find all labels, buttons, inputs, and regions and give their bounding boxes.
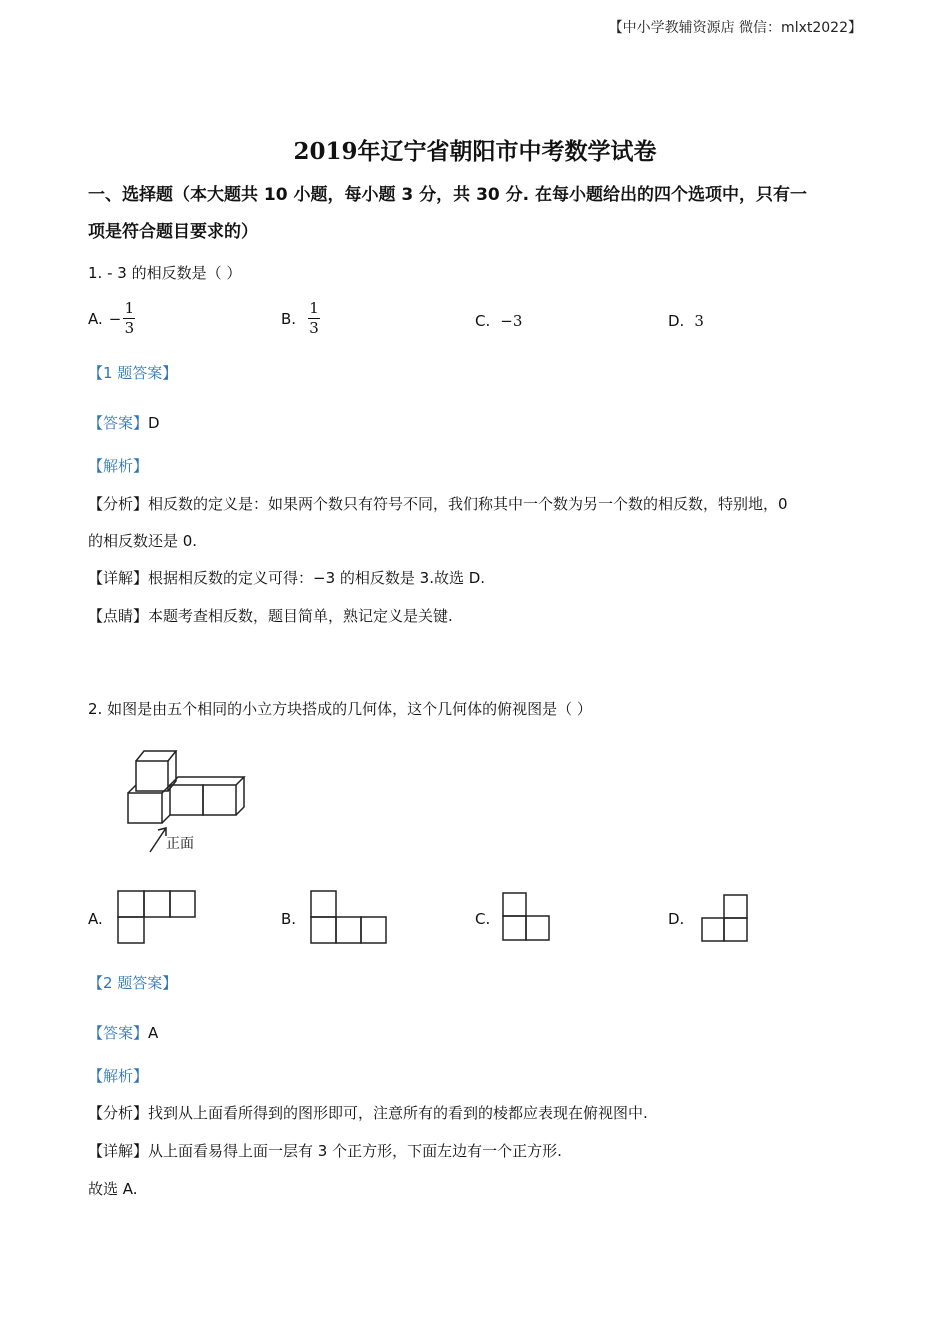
q2-analysis-heading: 【解析】 [88,1067,149,1085]
q2-option-d [668,910,684,928]
q1-option-a-fraction [123,300,135,337]
q1-xiangjie: 【详解】根据相反数的定义可得：−3 的相反数是 3.故选 D. [88,569,486,587]
q1-option-b-numerator: 1 [309,299,319,317]
q1-option-a-label: A. [88,309,103,328]
q1-option-a-sign: − [108,309,122,328]
q2-answer [88,1022,158,1043]
q1-answer-tag: 【答案】 [88,414,149,432]
q2-xiangjie: 【详解】从上面看易得上面一层有 3 个正方形，下面左边有一个正方形. [88,1142,562,1160]
q2-conclusion: 故选 A. [88,1180,138,1198]
q2-option-b [281,910,296,928]
q2-stem: 2. 如图是由五个相同的小立方块搭成的几何体，这个几何体的俯视图是（ ） [88,700,592,718]
q2-option-b-label: B. [281,910,297,928]
q2-option-c [475,910,490,928]
q2-option-d-label: D. [668,910,685,928]
q2-answer-heading: 【2 题答案】 [88,974,178,992]
q2-option-a-label: A. [88,910,103,928]
page-title: 2019年辽宁省朝阳市中考数学试卷 [293,138,657,165]
q1-option-a [88,300,135,337]
q2-option-c-label: C. [475,910,491,928]
q1-option-b [281,300,320,337]
q1-option-d-value: 3 [694,312,704,330]
q2-fenxi: 【分析】找到从上面看所得到的图形即可，注意所有的看到的棱都应表现在俯视图中. [88,1104,648,1122]
q1-option-a-numerator: 1 [124,299,135,317]
section-heading-line1: 一、选择题（本大题共 10 小题，每小题 3 分，共 30 分. 在每小题给出的四个选项中，只有一 [88,185,808,205]
q2-figure-label: 正面 [166,836,194,852]
q1-option-d-label: D. [668,312,685,330]
q1-analysis-heading: 【解析】 [88,457,149,475]
q2-cube-figure [118,748,258,860]
q1-fenxi-line1: 【分析】相反数的定义是：如果两个数只有符号不同，我们称其中一个数为另一个数的相反数，特别地，0 [88,495,788,513]
q1-option-b-fraction [308,300,320,337]
q1-answer [88,412,160,433]
q1-answer-value: D [148,414,160,432]
section-heading-line2: 项是符合题目要求的） [88,222,258,242]
q2-answer-tag: 【答案】 [88,1024,149,1042]
q2-option-b-figure [310,890,390,946]
q1-stem: 1. - 3 的相反数是（ ） [88,264,242,282]
q1-option-c-label: C. [475,312,491,330]
q1-option-a-denominator: 3 [124,319,135,337]
q2-option-a [88,910,103,928]
q2-option-c-figure [502,892,554,944]
q2-option-d-figure [701,894,753,946]
header-note: 【中小学教辅资源店 微信：mlxt2022】 [608,20,862,36]
q1-answer-heading: 【1 题答案】 [88,364,178,382]
q1-dianjing: 【点睛】本题考查相反数，题目简单，熟记定义是关键. [88,607,453,625]
q1-option-b-label: B. [281,309,297,328]
q1-fenxi-line2: 的相反数还是 0. [88,532,198,550]
q2-answer-value: A [148,1024,159,1042]
q1-option-c-value: −3 [500,312,523,330]
q2-option-a-figure [117,890,197,946]
q1-option-b-denominator: 3 [309,319,319,337]
q1-option-c [475,312,522,330]
q1-option-d [668,312,704,330]
